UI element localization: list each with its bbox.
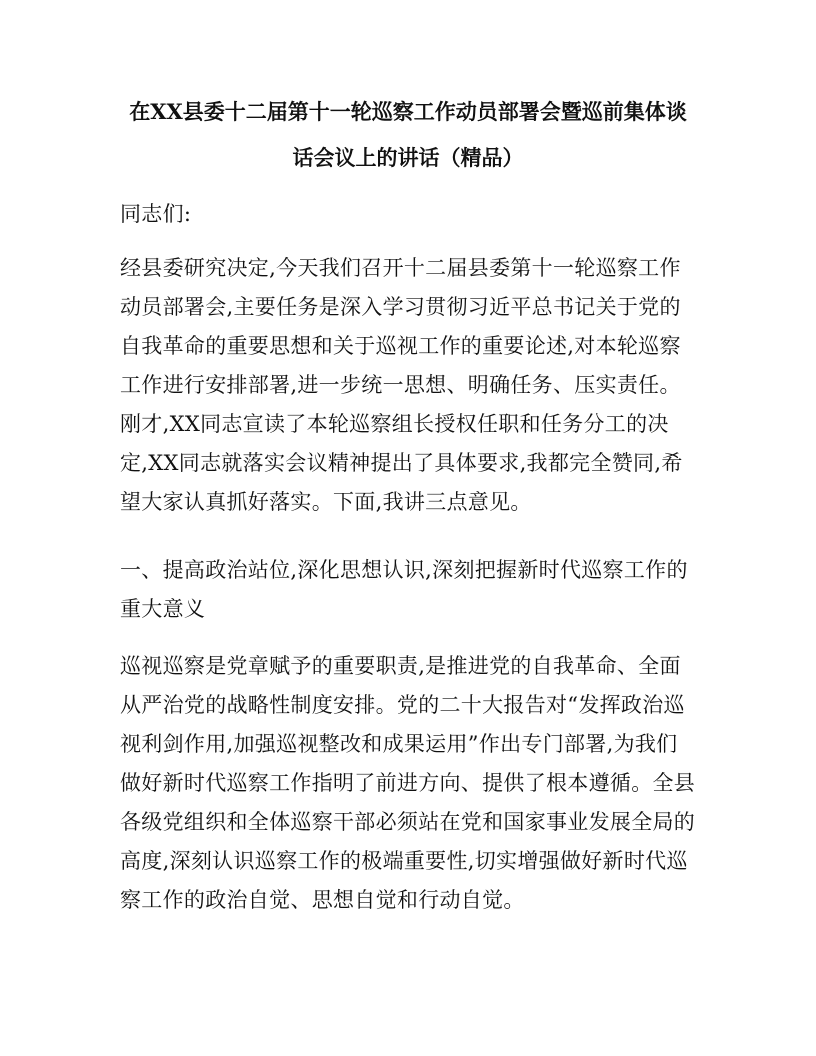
text-line: 从严治党的战略性制度安排。党的二十大报告对“发挥政治巡 (120, 693, 685, 717)
text-line: 高度,深刻认识巡察工作的极端重要性,切实增强做好新时代巡 (120, 849, 688, 873)
text-line: 刚才,XX同志宣读了本轮巡察组长授权任职和任务分工的决 (120, 412, 669, 436)
heading-line: 一、提高政治站位,深化思想认识,深刻把握新时代巡察工作的 (120, 558, 688, 582)
text-line: 工作进行安排部署,进一步统一思想、明确任务、压实责任。 (120, 373, 681, 397)
text-line: 经县委研究决定,今天我们召开十二届县委第十一轮巡察工作 (120, 256, 681, 280)
text-line: 动员部署会,主要任务是深入学习贯彻习近平总书记关于党的 (120, 295, 681, 319)
text-line: 巡视巡察是党章赋予的重要职责,是推进党的自我革命、全面 (120, 654, 681, 678)
text-line: 自我革命的重要思想和关于巡视工作的重要论述,对本轮巡察 (120, 334, 681, 358)
text-line: 做好新时代巡察工作指明了前进方向、提供了根本遵循。全县 (120, 771, 696, 795)
text-line: 视利剑作用,加强巡视整改和成果运用”作出专门部署,为我们 (120, 732, 678, 756)
text-line: 定,XX同志就落实会议精神提出了具体要求,我都完全赞同,希 (120, 451, 683, 475)
text-line: 望大家认真抓好落实。下面,我讲三点意见。 (120, 490, 532, 514)
text-line: 察工作的政治自觉、思想自觉和行动自觉。 (120, 888, 525, 912)
document-title-line-2: 话会议上的讲话（精品） (292, 145, 524, 170)
salutation: 同志们: (120, 202, 192, 226)
text-line: 各级党组织和全体巡察干部必须站在党和国家事业发展全局的 (120, 810, 696, 834)
heading-line: 重大意义 (120, 597, 206, 621)
document-title-line-1: 在XX县委十二届第十一轮巡察工作动员部署会暨巡前集体谈 (129, 99, 687, 124)
